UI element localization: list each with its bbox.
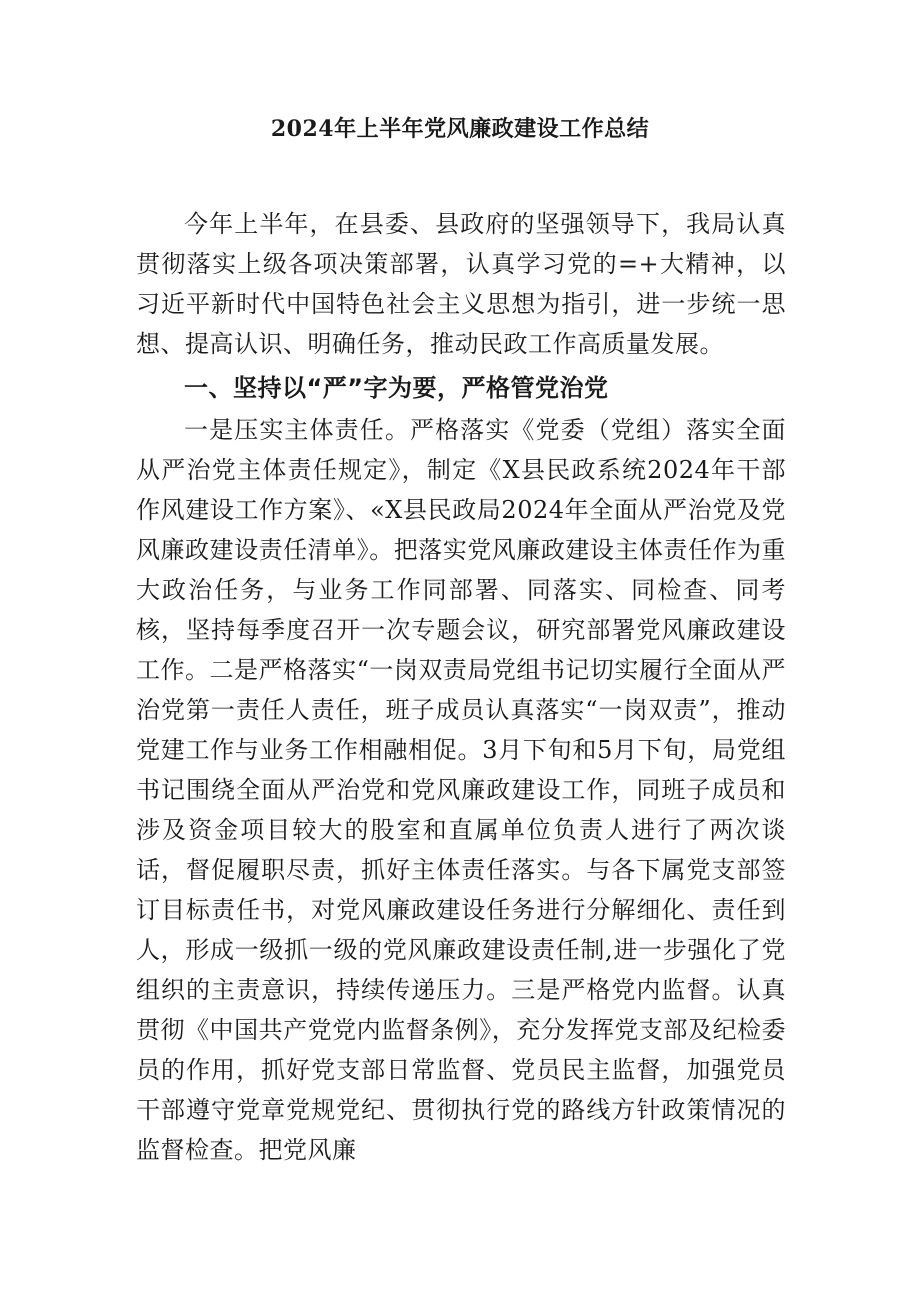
document-body [136,204,786,1170]
section-heading: 一、坚持以“严”字为要，严格管党治党 [184,374,609,402]
intro-paragraph: 今年上半年，在县委、县政府的坚强领导下，我局认真贯彻落实上级各项决策部署，认真学习党的=+大精神，以习近平新时代中国特色社会主义思想为指引，进一步统一思想、提高认识、明确任务，推动民政工作高质量发展。 [136,210,786,358]
document-title: 2024年上半年党风廉政建设工作总结 [270,116,650,142]
section-body-paragraph: 一是压实主体责任。严格落实《党委（党组）落实全面从严治党主体责任规定》，制定《X县民政系统2024年干部作风建设工作方案》、«X县民政局2024年全面从严治党及党风廉政建设责任清单》。把落实党风廉政建设主体责任作为重大政治任务，与业务工作同部署、同落实、同检查、同考核，坚持每季度召开一次专题会议，研究部署党风廉政建设工作。二是严格落实“一岗双责局党组书记切实履行全面从严治党第一责任人责任，班子成员认真落实“一岗双责”，推动党建工作与业务工作相融相促。3月下旬和5月下旬，局党组书记围绕全面从严治党和党风廉政建设工作，同班子成员和涉及资金项目较大的股室和直属单位负责人进行了两次谈话，督促履职尽责，抓好主体责任落实。与各下属党支部签订目标责任书，对党风廉政建设任务进行分解细化、责任到人，形成一级抓一级的党风廉政建设责任制,进一步强化了党组织的主责意识，持续传递压力。三是严格党内监督。认真贯彻《中国共产党党内监督条例》，充分发挥党支部及纪检委员的作用，抓好党支部日常监督、党员民主监督，加强党员干部遵守党章党规党纪、贯彻执行党的路线方针政策情况的监督检查。把党风廉 [136,416,786,1164]
